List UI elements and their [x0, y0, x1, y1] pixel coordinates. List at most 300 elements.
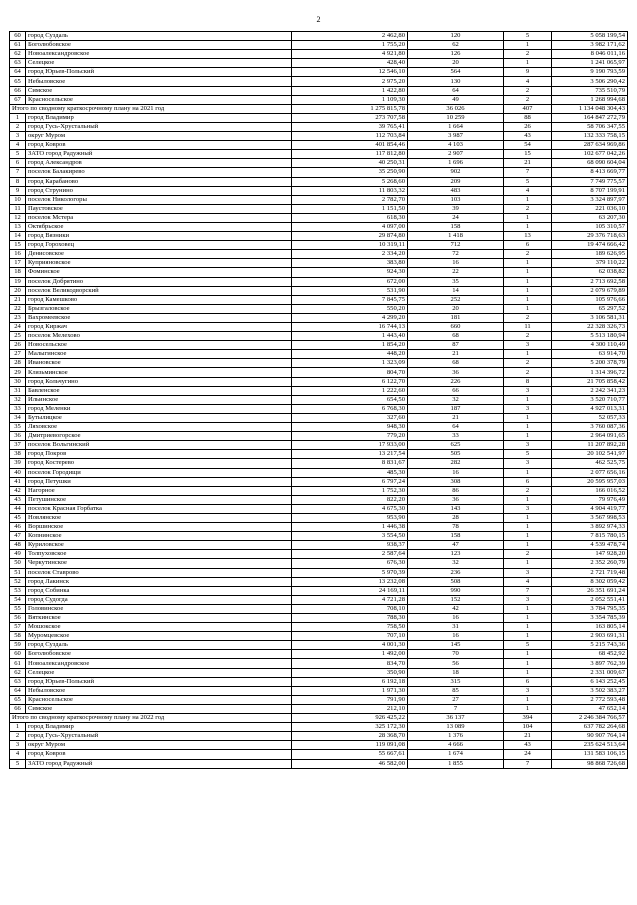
- municipality-name: округ Муром: [26, 132, 292, 141]
- municipality-name: Симское: [26, 86, 292, 95]
- total-area: 618,30: [292, 213, 408, 222]
- houses-count: 3: [504, 504, 552, 513]
- total-cost: 3 354 785,39: [552, 614, 628, 623]
- row-number: 67: [10, 95, 26, 104]
- residents-count: 625: [408, 441, 504, 450]
- row-number: 64: [10, 686, 26, 695]
- total-area: 273 707,58: [292, 113, 408, 122]
- table-row: [10, 623, 628, 632]
- table-row: [10, 95, 628, 104]
- residents-count: 16: [408, 632, 504, 641]
- table-row: [10, 86, 628, 95]
- houses-count: 3: [504, 386, 552, 395]
- houses-count: 2: [504, 332, 552, 341]
- houses-count: 394: [504, 714, 552, 723]
- municipality-name: Ивановское: [26, 359, 292, 368]
- houses-count: 3: [504, 595, 552, 604]
- table-row: [10, 377, 628, 386]
- total-area: 2 975,20: [292, 77, 408, 86]
- residents-count: 126: [408, 50, 504, 59]
- municipality-name: Мошокское: [26, 623, 292, 632]
- residents-count: 70: [408, 650, 504, 659]
- row-number: 32: [10, 395, 26, 404]
- table-row: [10, 459, 628, 468]
- total-cost: 4 300 110,49: [552, 341, 628, 350]
- total-cost: 105 976,66: [552, 295, 628, 304]
- total-cost: 5 058 199,54: [552, 32, 628, 41]
- municipality-name: Небыловское: [26, 686, 292, 695]
- table-row: [10, 759, 628, 768]
- municipality-name: Красносельское: [26, 695, 292, 704]
- houses-count: 2: [504, 86, 552, 95]
- houses-count: 1: [504, 268, 552, 277]
- municipality-name: Бутылицкое: [26, 413, 292, 422]
- total-cost: 3 892 974,33: [552, 523, 628, 532]
- table-row: [10, 323, 628, 332]
- total-cost: 4 904 419,77: [552, 504, 628, 513]
- table-row: [10, 368, 628, 377]
- total-area: 11 803,32: [292, 186, 408, 195]
- houses-count: 104: [504, 723, 552, 732]
- total-cost: 3 897 762,39: [552, 659, 628, 668]
- row-number: 66: [10, 86, 26, 95]
- total-area: 46 582,00: [292, 759, 408, 768]
- total-area: 6 797,24: [292, 477, 408, 486]
- row-number: 14: [10, 232, 26, 241]
- total-area: 1 151,50: [292, 204, 408, 213]
- row-number: 27: [10, 350, 26, 359]
- houses-count: 1: [504, 523, 552, 532]
- residents-count: 4 666: [408, 741, 504, 750]
- row-number: 49: [10, 550, 26, 559]
- municipality-name: округ Муром: [26, 741, 292, 750]
- houses-count: 1: [504, 604, 552, 613]
- municipality-name: Клязьминское: [26, 368, 292, 377]
- total-area: 791,90: [292, 695, 408, 704]
- houses-count: 6: [504, 241, 552, 250]
- houses-count: 1: [504, 513, 552, 522]
- total-area: 1 422,80: [292, 86, 408, 95]
- row-number: 63: [10, 677, 26, 686]
- residents-count: 181: [408, 313, 504, 322]
- total-area: 938,37: [292, 541, 408, 550]
- municipality-name: город Ковров: [26, 141, 292, 150]
- municipality-name: город Меленки: [26, 404, 292, 413]
- total-cost: 5 215 743,36: [552, 641, 628, 650]
- residents-count: 27: [408, 695, 504, 704]
- total-cost: 637 782 264,68: [552, 723, 628, 732]
- row-number: 2: [10, 732, 26, 741]
- row-number: 43: [10, 495, 26, 504]
- municipality-name: город Вязники: [26, 232, 292, 241]
- residents-count: 1 674: [408, 750, 504, 759]
- total-cost: 2 713 692,58: [552, 277, 628, 286]
- row-number: 39: [10, 459, 26, 468]
- houses-count: 1: [504, 213, 552, 222]
- table-row: [10, 595, 628, 604]
- row-number: 54: [10, 595, 26, 604]
- residents-count: 282: [408, 459, 504, 468]
- houses-count: 2: [504, 250, 552, 259]
- total-area: 672,00: [292, 277, 408, 286]
- table-row: [10, 77, 628, 86]
- row-number: 58: [10, 632, 26, 641]
- table-row: [10, 195, 628, 204]
- total-area: 1 222,60: [292, 386, 408, 395]
- total-area: 1 755,20: [292, 41, 408, 50]
- municipality-name: Вахромеевское: [26, 313, 292, 322]
- total-cost: 63 914,70: [552, 350, 628, 359]
- houses-count: 88: [504, 113, 552, 122]
- municipality-name: Вяткинское: [26, 614, 292, 623]
- register-table: [9, 31, 628, 769]
- houses-count: 1: [504, 650, 552, 659]
- table-row: [10, 41, 628, 50]
- municipality-name: город Юрьев-Польский: [26, 677, 292, 686]
- houses-count: 2: [504, 359, 552, 368]
- municipality-name: город Суздаль: [26, 32, 292, 41]
- houses-count: 1: [504, 423, 552, 432]
- row-number: 47: [10, 532, 26, 541]
- row-number: 51: [10, 568, 26, 577]
- total-cost: 164 847 272,79: [552, 113, 628, 122]
- residents-count: 35: [408, 277, 504, 286]
- total-area: 5 970,39: [292, 568, 408, 577]
- residents-count: 16: [408, 468, 504, 477]
- table-row: [10, 259, 628, 268]
- houses-count: 9: [504, 68, 552, 77]
- houses-count: 1: [504, 304, 552, 313]
- houses-count: 1: [504, 668, 552, 677]
- row-number: 24: [10, 323, 26, 332]
- residents-count: 31: [408, 623, 504, 632]
- total-cost: 11 207 892,28: [552, 441, 628, 450]
- total-cost: 4 927 013,31: [552, 404, 628, 413]
- municipality-name: Паустовское: [26, 204, 292, 213]
- table-row: [10, 286, 628, 295]
- residents-count: 36 026: [408, 104, 504, 113]
- total-area: 1 971,30: [292, 686, 408, 695]
- table-row: [10, 750, 628, 759]
- residents-count: 42: [408, 604, 504, 613]
- table-row: [10, 614, 628, 623]
- table-row: [10, 404, 628, 413]
- residents-count: 505: [408, 450, 504, 459]
- row-number: 48: [10, 541, 26, 550]
- total-area: 325 172,30: [292, 723, 408, 732]
- total-area: 758,50: [292, 623, 408, 632]
- register-table-body: [10, 32, 628, 769]
- table-row: [10, 295, 628, 304]
- municipality-name: город Покров: [26, 450, 292, 459]
- residents-count: 4 103: [408, 141, 504, 150]
- municipality-name: Боголюбовское: [26, 41, 292, 50]
- total-cost: 7 815 780,15: [552, 532, 628, 541]
- row-number: 62: [10, 668, 26, 677]
- table-row: [10, 150, 628, 159]
- total-cost: 3 506 290,42: [552, 77, 628, 86]
- municipality-name: Брызгаловское: [26, 304, 292, 313]
- total-cost: 7 749 775,57: [552, 177, 628, 186]
- row-number: 52: [10, 577, 26, 586]
- table-row: [10, 686, 628, 695]
- houses-count: 1: [504, 59, 552, 68]
- residents-count: 64: [408, 423, 504, 432]
- municipality-name: Новоалександровское: [26, 659, 292, 668]
- houses-count: 5: [504, 450, 552, 459]
- houses-count: 1: [504, 659, 552, 668]
- houses-count: 407: [504, 104, 552, 113]
- houses-count: 3: [504, 404, 552, 413]
- total-cost: 90 907 764,14: [552, 732, 628, 741]
- total-cost: 21 705 858,42: [552, 377, 628, 386]
- total-area: 2 782,70: [292, 195, 408, 204]
- total-cost: 20 102 541,97: [552, 450, 628, 459]
- total-area: 953,90: [292, 513, 408, 522]
- residents-count: 143: [408, 504, 504, 513]
- total-cost: 26 351 691,24: [552, 586, 628, 595]
- total-cost: 68 452,92: [552, 650, 628, 659]
- houses-count: 43: [504, 741, 552, 750]
- houses-count: 1: [504, 614, 552, 623]
- total-cost: 58 706 347,55: [552, 122, 628, 131]
- municipality-name: город Лакинск: [26, 577, 292, 586]
- table-row: [10, 704, 628, 713]
- total-cost: 2 772 593,48: [552, 695, 628, 704]
- municipality-name: город Струнино: [26, 186, 292, 195]
- row-number: 36: [10, 432, 26, 441]
- total-cost: 2 242 341,23: [552, 386, 628, 395]
- municipality-name: Малыгинское: [26, 350, 292, 359]
- residents-count: 14: [408, 286, 504, 295]
- total-cost: 1 314 396,72: [552, 368, 628, 377]
- total-area: 28 368,70: [292, 732, 408, 741]
- total-area: 401 854,46: [292, 141, 408, 150]
- municipality-name: город Карабаново: [26, 177, 292, 186]
- row-number: 12: [10, 213, 26, 222]
- total-area: 4 721,28: [292, 595, 408, 604]
- municipality-name: Ляховское: [26, 423, 292, 432]
- municipality-name: Головинское: [26, 604, 292, 613]
- total-cost: 98 868 726,68: [552, 759, 628, 768]
- table-row: [10, 241, 628, 250]
- row-number: 61: [10, 659, 26, 668]
- total-area: 428,40: [292, 59, 408, 68]
- municipality-name: город Гусь-Хрустальный: [26, 122, 292, 131]
- total-area: 2 334,20: [292, 250, 408, 259]
- residents-count: 152: [408, 595, 504, 604]
- total-cost: 29 376 718,63: [552, 232, 628, 241]
- municipality-name: город Петушки: [26, 477, 292, 486]
- houses-count: 3: [504, 341, 552, 350]
- residents-count: 3 987: [408, 132, 504, 141]
- table-row: [10, 213, 628, 222]
- municipality-name: Толпуховское: [26, 550, 292, 559]
- residents-count: 10 259: [408, 113, 504, 122]
- municipality-name: Воршинское: [26, 523, 292, 532]
- municipality-name: город Владимир: [26, 113, 292, 122]
- table-row: [10, 222, 628, 231]
- total-row: [10, 104, 628, 113]
- table-row: [10, 441, 628, 450]
- row-number: 55: [10, 604, 26, 613]
- residents-count: 66: [408, 386, 504, 395]
- houses-count: 5: [504, 641, 552, 650]
- municipality-name: поселок Ставрово: [26, 568, 292, 577]
- residents-count: 20: [408, 59, 504, 68]
- municipality-name: поселок Мстера: [26, 213, 292, 222]
- municipality-name: город Камешково: [26, 295, 292, 304]
- row-number: 35: [10, 423, 26, 432]
- table-row: [10, 641, 628, 650]
- houses-count: 1: [504, 286, 552, 295]
- houses-count: 2: [504, 368, 552, 377]
- houses-count: 4: [504, 186, 552, 195]
- row-number: 33: [10, 404, 26, 413]
- row-number: 41: [10, 477, 26, 486]
- row-number: 9: [10, 186, 26, 195]
- row-number: 42: [10, 486, 26, 495]
- municipality-name: город Костерево: [26, 459, 292, 468]
- total-label: Итого по сводному краткосрочному плану на 2021 год: [10, 104, 292, 113]
- table-row: [10, 677, 628, 686]
- residents-count: 226: [408, 377, 504, 386]
- houses-count: 1: [504, 413, 552, 422]
- houses-count: 3: [504, 441, 552, 450]
- row-number: 11: [10, 204, 26, 213]
- total-area: 822,20: [292, 495, 408, 504]
- municipality-name: поселок Городищи: [26, 468, 292, 477]
- houses-count: 21: [504, 159, 552, 168]
- residents-count: 315: [408, 677, 504, 686]
- residents-count: 32: [408, 559, 504, 568]
- total-area: 327,60: [292, 413, 408, 422]
- total-area: 779,20: [292, 432, 408, 441]
- residents-count: 24: [408, 213, 504, 222]
- table-row: [10, 313, 628, 322]
- municipality-name: Симское: [26, 704, 292, 713]
- total-area: 1 446,38: [292, 523, 408, 532]
- houses-count: 2: [504, 486, 552, 495]
- houses-count: 1: [504, 468, 552, 477]
- total-area: 654,50: [292, 395, 408, 404]
- total-area: 531,90: [292, 286, 408, 295]
- houses-count: 1: [504, 395, 552, 404]
- total-area: 16 744,13: [292, 323, 408, 332]
- municipality-name: Муромцевское: [26, 632, 292, 641]
- row-number: 8: [10, 177, 26, 186]
- houses-count: 8: [504, 377, 552, 386]
- table-row: [10, 395, 628, 404]
- municipality-name: город Суздаль: [26, 641, 292, 650]
- municipality-name: Черкутинское: [26, 559, 292, 568]
- row-number: 44: [10, 504, 26, 513]
- residents-count: 123: [408, 550, 504, 559]
- total-cost: 3 106 581,31: [552, 313, 628, 322]
- houses-count: 2: [504, 95, 552, 104]
- table-row: [10, 122, 628, 131]
- table-row: [10, 650, 628, 659]
- row-number: 3: [10, 132, 26, 141]
- total-cost: 163 805,14: [552, 623, 628, 632]
- houses-count: 7: [504, 759, 552, 768]
- residents-count: 16: [408, 614, 504, 623]
- total-area: 4 299,20: [292, 313, 408, 322]
- table-row: [10, 32, 628, 41]
- municipality-name: город Собинка: [26, 586, 292, 595]
- total-area: 5 268,60: [292, 177, 408, 186]
- residents-count: 64: [408, 86, 504, 95]
- row-number: 65: [10, 695, 26, 704]
- total-area: 834,70: [292, 659, 408, 668]
- residents-count: 1 855: [408, 759, 504, 768]
- total-area: 550,20: [292, 304, 408, 313]
- row-number: 5: [10, 759, 26, 768]
- residents-count: 21: [408, 413, 504, 422]
- total-area: 12 546,10: [292, 68, 408, 77]
- total-area: 55 667,61: [292, 750, 408, 759]
- table-row: [10, 668, 628, 677]
- row-number: 22: [10, 304, 26, 313]
- row-number: 31: [10, 386, 26, 395]
- total-cost: 147 928,20: [552, 550, 628, 559]
- row-number: 46: [10, 523, 26, 532]
- houses-count: 1: [504, 495, 552, 504]
- table-row: [10, 304, 628, 313]
- total-cost: 2 077 656,16: [552, 468, 628, 477]
- municipality-name: город Владимир: [26, 723, 292, 732]
- row-number: 60: [10, 650, 26, 659]
- total-area: 40 250,31: [292, 159, 408, 168]
- municipality-name: Куриловское: [26, 541, 292, 550]
- municipality-name: Новосельское: [26, 341, 292, 350]
- table-row: [10, 232, 628, 241]
- total-cost: 462 525,75: [552, 459, 628, 468]
- residents-count: 902: [408, 168, 504, 177]
- total-row: [10, 714, 628, 723]
- residents-count: 33: [408, 432, 504, 441]
- total-cost: 3 982 171,62: [552, 41, 628, 50]
- municipality-name: поселок Вольгинский: [26, 441, 292, 450]
- total-area: 485,30: [292, 468, 408, 477]
- row-number: 15: [10, 241, 26, 250]
- houses-count: 1: [504, 195, 552, 204]
- houses-count: 6: [504, 477, 552, 486]
- row-number: 16: [10, 250, 26, 259]
- table-row: [10, 559, 628, 568]
- table-row: [10, 332, 628, 341]
- houses-count: 15: [504, 150, 552, 159]
- total-area: 1 323,09: [292, 359, 408, 368]
- total-area: 35 250,90: [292, 168, 408, 177]
- total-cost: 79 976,49: [552, 495, 628, 504]
- municipality-name: поселок Никологоры: [26, 195, 292, 204]
- total-cost: 5 513 180,94: [552, 332, 628, 341]
- total-area: 13 232,08: [292, 577, 408, 586]
- houses-count: 1: [504, 695, 552, 704]
- total-cost: 287 634 969,86: [552, 141, 628, 150]
- houses-count: 1: [504, 432, 552, 441]
- total-area: 24 169,11: [292, 586, 408, 595]
- municipality-name: поселок Мелехово: [26, 332, 292, 341]
- table-row: [10, 532, 628, 541]
- table-row: [10, 723, 628, 732]
- total-cost: 1 134 048 304,43: [552, 104, 628, 113]
- total-cost: 2 331 009,67: [552, 668, 628, 677]
- table-row: [10, 413, 628, 422]
- total-cost: 2 721 719,48: [552, 568, 628, 577]
- residents-count: 32: [408, 395, 504, 404]
